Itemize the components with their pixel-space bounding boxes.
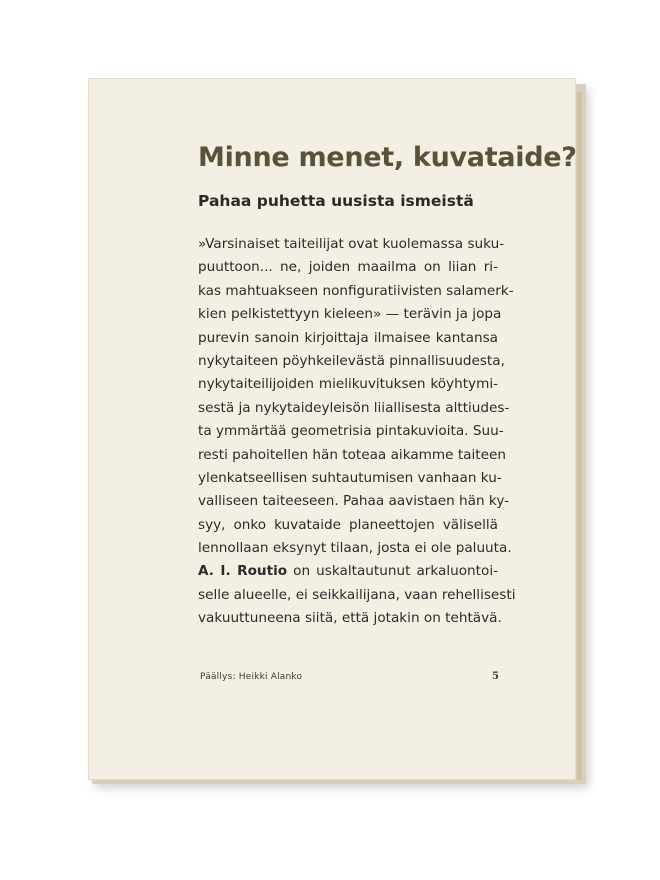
- blurb-line: ta ymmärtää geometrisia pintakuvioita. Suu-: [198, 423, 504, 440]
- blurb-line: lennollaan eksynyt tilaan, josta ei ole paluuta.: [198, 540, 512, 557]
- blurb-line: sestä ja nykytaideyleisön liiallisesta alttiudes-: [198, 399, 510, 416]
- blurb-line: syy, onko kuvataide planeettojen välisellä: [198, 516, 498, 533]
- blurb-line: kien pelkistettyyn kieleen» — terävin ja jopa: [198, 306, 502, 323]
- blurb-line: kas mahtuakseen nonfiguratiivisten salamerk-: [198, 282, 514, 299]
- blurb-line: vakuuttuneena siitä, että jotakin on tehtävä.: [198, 610, 502, 627]
- author-line-rest: on uskaltautunut arkaluontoi-: [287, 563, 499, 580]
- page-number: 5: [492, 671, 499, 682]
- blurb-line: »Varsinaiset taiteilijat ovat kuolemassa suku-: [198, 236, 505, 252]
- author-name: A. I. Routio: [198, 563, 288, 580]
- cover-credit: Päällys: Heikki Alanko: [200, 672, 303, 682]
- blurb-line: ylenkatseellisen suhtautumisen vanhaan ku-: [198, 469, 502, 486]
- blurb-author-line: [198, 560, 498, 583]
- blurb-text: [198, 233, 516, 631]
- cover-subtitle: Pahaa puhetta uusista ismeistä: [198, 192, 474, 210]
- cover-title: Minne menet, kuvataide?: [198, 142, 577, 173]
- blurb-line: nykytaiteen pöyhkeilevästä pinnallisuudesta,: [198, 352, 505, 369]
- blurb-line: valliseen taiteeseen. Pahaa aavistaen hän ky-: [198, 493, 510, 510]
- blurb-line: purevin sanoin kirjoittaja ilmaisee kantansa: [198, 329, 498, 346]
- blurb-line: puuttoon... ne, joiden maailma on liian ri-: [198, 259, 498, 276]
- blurb-line: selle alueelle, ei seikkailijana, vaan rehellisesti: [198, 586, 516, 603]
- blurb-line: nykytaiteilijoiden mielikuvituksen köyhtymi-: [198, 376, 498, 393]
- blurb-line: resti pahoitellen hän toteaa aikamme taiteen: [198, 446, 506, 463]
